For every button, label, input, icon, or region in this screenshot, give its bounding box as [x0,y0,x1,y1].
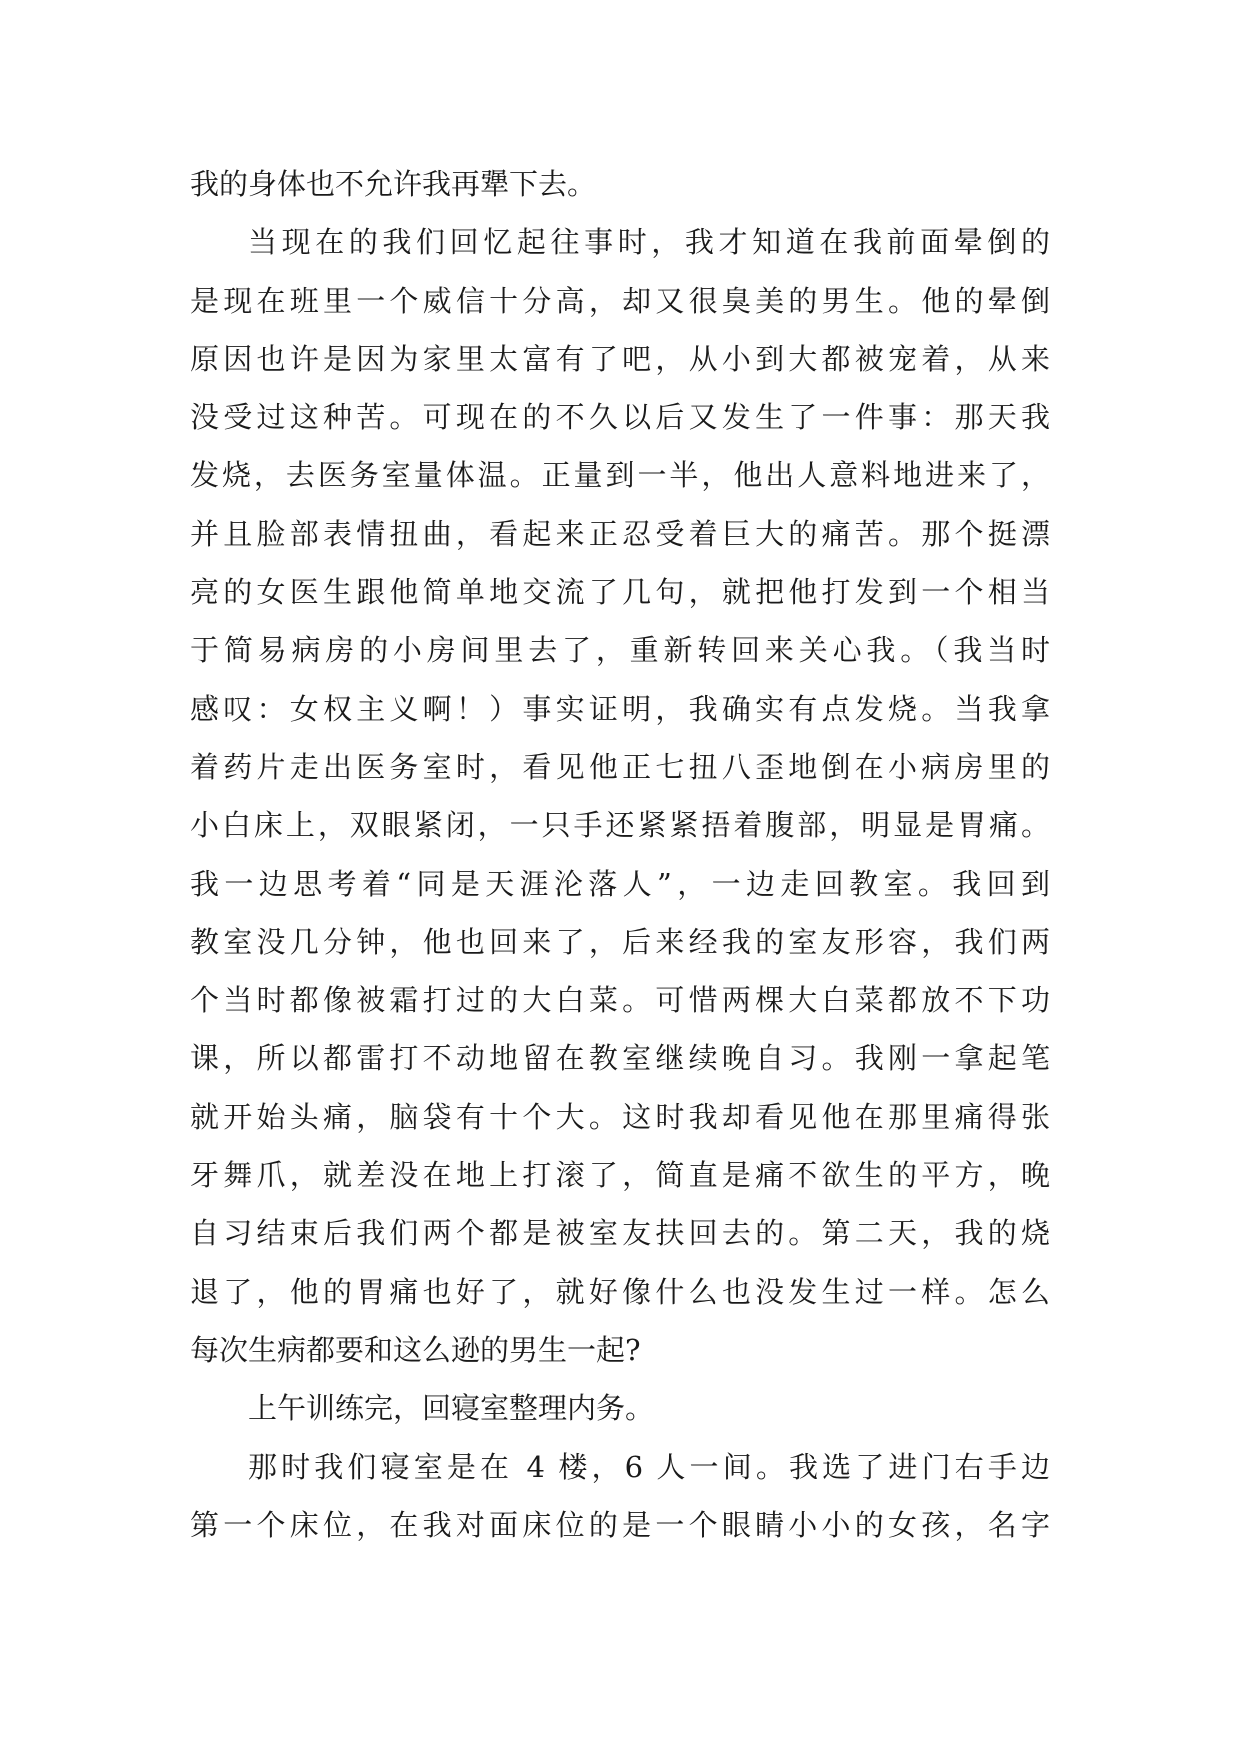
text-line: 退了，他的胃痛也好了，就好像什么也没发生过一样。怎么 [190,1274,1050,1309]
text-line: 没受过这种苦。可现在的不久以后又发生了一件事：那天我 [190,400,1050,435]
text-line: 自习结束后我们两个都是被室友扶回去的。第二天，我的烧 [190,1216,1050,1251]
text-line: 原因也许是因为家里太富有了吧，从小到大都被宠着，从来 [190,341,1050,376]
body-text [190,155,1050,1554]
text-line: 个当时都像被霜打过的大白菜。可惜两棵大白菜都放不下功 [190,983,1050,1018]
text-line: 发烧，去医务室量体温。正量到一半，他出人意料地进来了， [190,458,1050,493]
text-line: 课，所以都雷打不动地留在教室继续晚自习。我刚一拿起笔 [190,1041,1050,1076]
text-line: 我一边思考着“同是天涯沦落人”，一边走回教室。我回到 [190,866,1050,901]
text-line: 小白床上，双眼紧闭，一只手还紧紧捂着腹部，明显是胃痛。 [190,808,1050,843]
paragraph-start-line: 上午训练完，回寝室整理内务。 [248,1391,655,1426]
paragraph-start-line: 当现在的我们回忆起往事时，我才知道在我前面晕倒的 [248,225,1050,260]
text-line: 教室没几分钟，他也回来了，后来经我的室友形容，我们两 [190,924,1050,959]
text-line: 就开始头痛，脑袋有十个大。这时我却看见他在那里痛得张 [190,1099,1050,1134]
text-line: 是现在班里一个威信十分高，却又很臭美的男生。他的晕倒 [190,283,1050,318]
text-line: 第一个床位，在我对面床位的是一个眼睛小小的女孩，名字 [190,1507,1050,1542]
text-line: 感叹：女权主义啊！）事实证明，我确实有点发烧。当我拿 [190,691,1050,726]
paragraph-start-line: 那时我们寝室是在 4 楼，6 人一间。我选了进门右手边 [248,1449,1050,1484]
text-line: 着药片走出医务室时，看见他正七扭八歪地倒在小病房里的 [190,749,1050,784]
text-line: 牙舞爪，就差没在地上打滚了，简直是痛不欲生的平方，晚 [190,1158,1050,1193]
text-line: 亮的女医生跟他简单地交流了几句，就把他打发到一个相当 [190,575,1050,610]
text-line: 每次生病都要和这么逊的男生一起? [190,1332,641,1367]
text-line: 我的身体也不允许我再犟下去。 [190,167,597,201]
text-line: 并且脸部表情扭曲，看起来正忍受着巨大的痛苦。那个挺漂 [190,516,1050,551]
text-line: 于简易病房的小房间里去了，重新转回来关心我。（我当时 [190,633,1050,668]
